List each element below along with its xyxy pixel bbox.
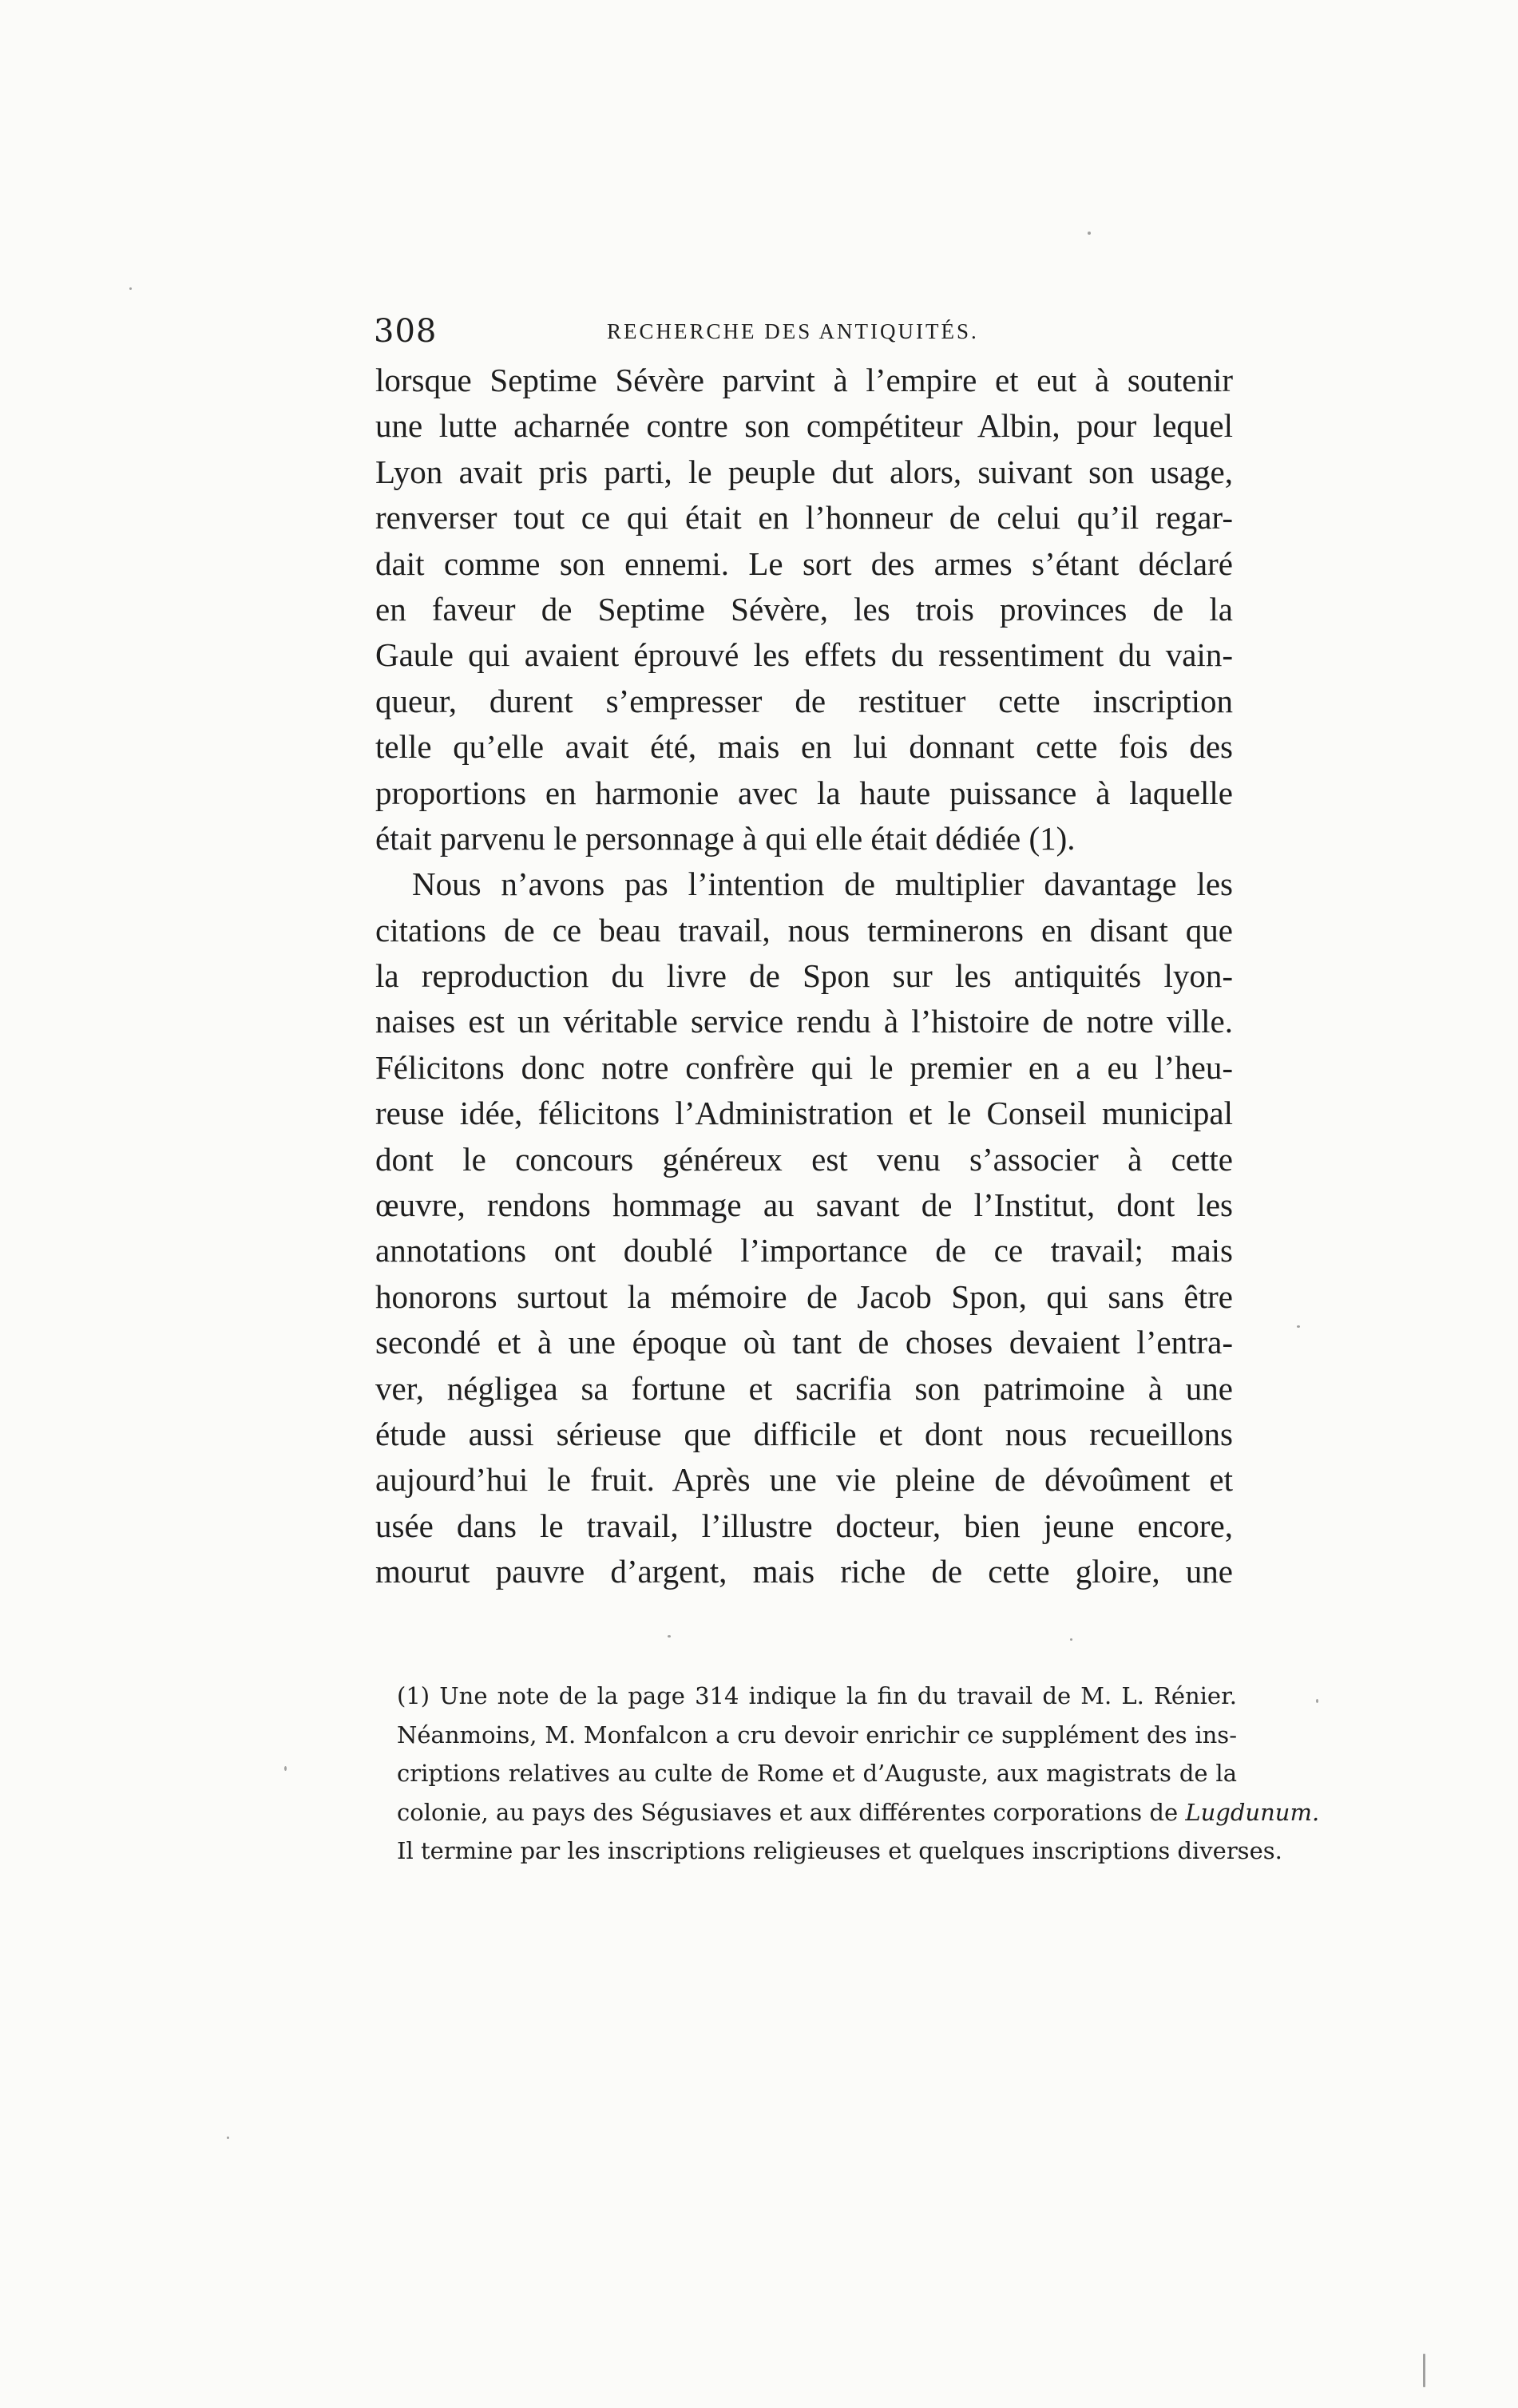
text-line: Nous n’avons pas l’intention de multiplier davantage les	[412, 865, 1233, 903]
footnote-line-text: colonie, au pays des Ségusiaves et aux différentes corporations de	[397, 1798, 1179, 1826]
text-line: telle qu’elle avait été, mais en lui donnant cette fois des	[375, 728, 1233, 766]
text-line: était parvenu le personnage à qui elle était dédiée (1).	[375, 819, 1076, 857]
italic-term: Lugdunum.	[1185, 1798, 1320, 1826]
text-line: étude aussi sérieuse que difficile et dont nous recueillons	[375, 1415, 1233, 1452]
text-line: dait comme son ennemi. Le sort des armes s’étant déclaré	[375, 545, 1233, 582]
text-line: œuvre, rendons hommage au savant de l’Institut, dont les	[375, 1186, 1233, 1224]
text-line: ver, négligea sa fortune et sacrifia son patrimoine à une	[375, 1369, 1233, 1407]
main-text	[375, 358, 1233, 1595]
text-line: Lyon avait pris parti, le peuple dut alors, suivant son usage,	[375, 453, 1233, 490]
footnote-line: Il termine par les inscriptions religieuses et quelques inscriptions diverses.	[397, 1837, 1282, 1865]
text-line: Félicitons donc notre confrère qui le premier en a eu l’heu-	[375, 1048, 1233, 1086]
text-line: secondé et à une époque où tant de choses devaient l’entra-	[375, 1324, 1233, 1361]
footnote	[397, 1677, 1320, 1871]
footnote-line: Néanmoins, M. Monfalcon a cru devoir enrichir ce supplément des ins-	[397, 1721, 1237, 1749]
text-line: en faveur de Septime Sévère, les trois provinces de la	[375, 590, 1233, 628]
text-line: proportions en harmonie avec la haute puissance à laquelle	[375, 774, 1233, 811]
text-line: aujourd’hui le fruit. Après une vie pleine de dévoûment et	[375, 1461, 1233, 1499]
text-line: dont le concours généreux est venu s’associer à cette	[375, 1140, 1233, 1178]
scan-speck	[1297, 1325, 1300, 1328]
footnote-line: (1) Une note de la page 314 indique la fin du travail de M. L. Rénier.	[397, 1682, 1237, 1709]
text-line: naises est un véritable service rendu à l’histoire de notre ville.	[375, 1003, 1233, 1040]
text-line: annotations ont doublé l’importance de ce travail; mais	[375, 1232, 1233, 1269]
scan-speck	[1423, 2354, 1425, 2387]
footnote-line	[397, 1793, 1320, 1832]
scan-speck	[129, 287, 132, 290]
scan-speck	[284, 1766, 287, 1771]
page-header	[374, 313, 1236, 361]
text-line: reuse idée, félicitons l’Administration et le Conseil municipal	[375, 1095, 1233, 1132]
footnote-line: criptions relatives au culte de Rome et d’Auguste, aux magistrats de la	[397, 1760, 1237, 1788]
scan-speck	[1088, 232, 1091, 235]
text-line: Gaule qui avaient éprouvé les effets du ressentiment du vain-	[375, 636, 1233, 674]
text-line: usée dans le travail, l’illustre docteur, bien jeune encore,	[375, 1507, 1233, 1544]
text-line: citations de ce beau travail, nous terminerons en disant que	[375, 911, 1233, 949]
text-line: une lutte acharnée contre son compétiteur Albin, pour lequel	[375, 407, 1233, 445]
scan-speck	[668, 1635, 671, 1638]
text-line: lorsque Septime Sévère parvint à l’empire et eut à soutenir	[375, 362, 1233, 398]
text-line: mourut pauvre d’argent, mais riche de cette gloire, une	[375, 1553, 1233, 1590]
scan-speck	[1316, 1699, 1318, 1703]
text-line: renverser tout ce qui était en l’honneur de celui qu’il regar-	[375, 499, 1233, 537]
page-number: 308	[374, 313, 438, 350]
scan-speck	[227, 2137, 229, 2139]
text-line: la reproduction du livre de Spon sur les antiquités lyon-	[375, 957, 1233, 995]
scan-speck	[1070, 1638, 1072, 1641]
text-line: queur, durent s’empresser de restituer cette inscription	[375, 682, 1233, 719]
running-title: RECHERCHE DES ANTIQUITÉS.	[607, 319, 979, 343]
text-line: honorons surtout la mémoire de Jacob Spon, qui sans être	[375, 1277, 1233, 1315]
